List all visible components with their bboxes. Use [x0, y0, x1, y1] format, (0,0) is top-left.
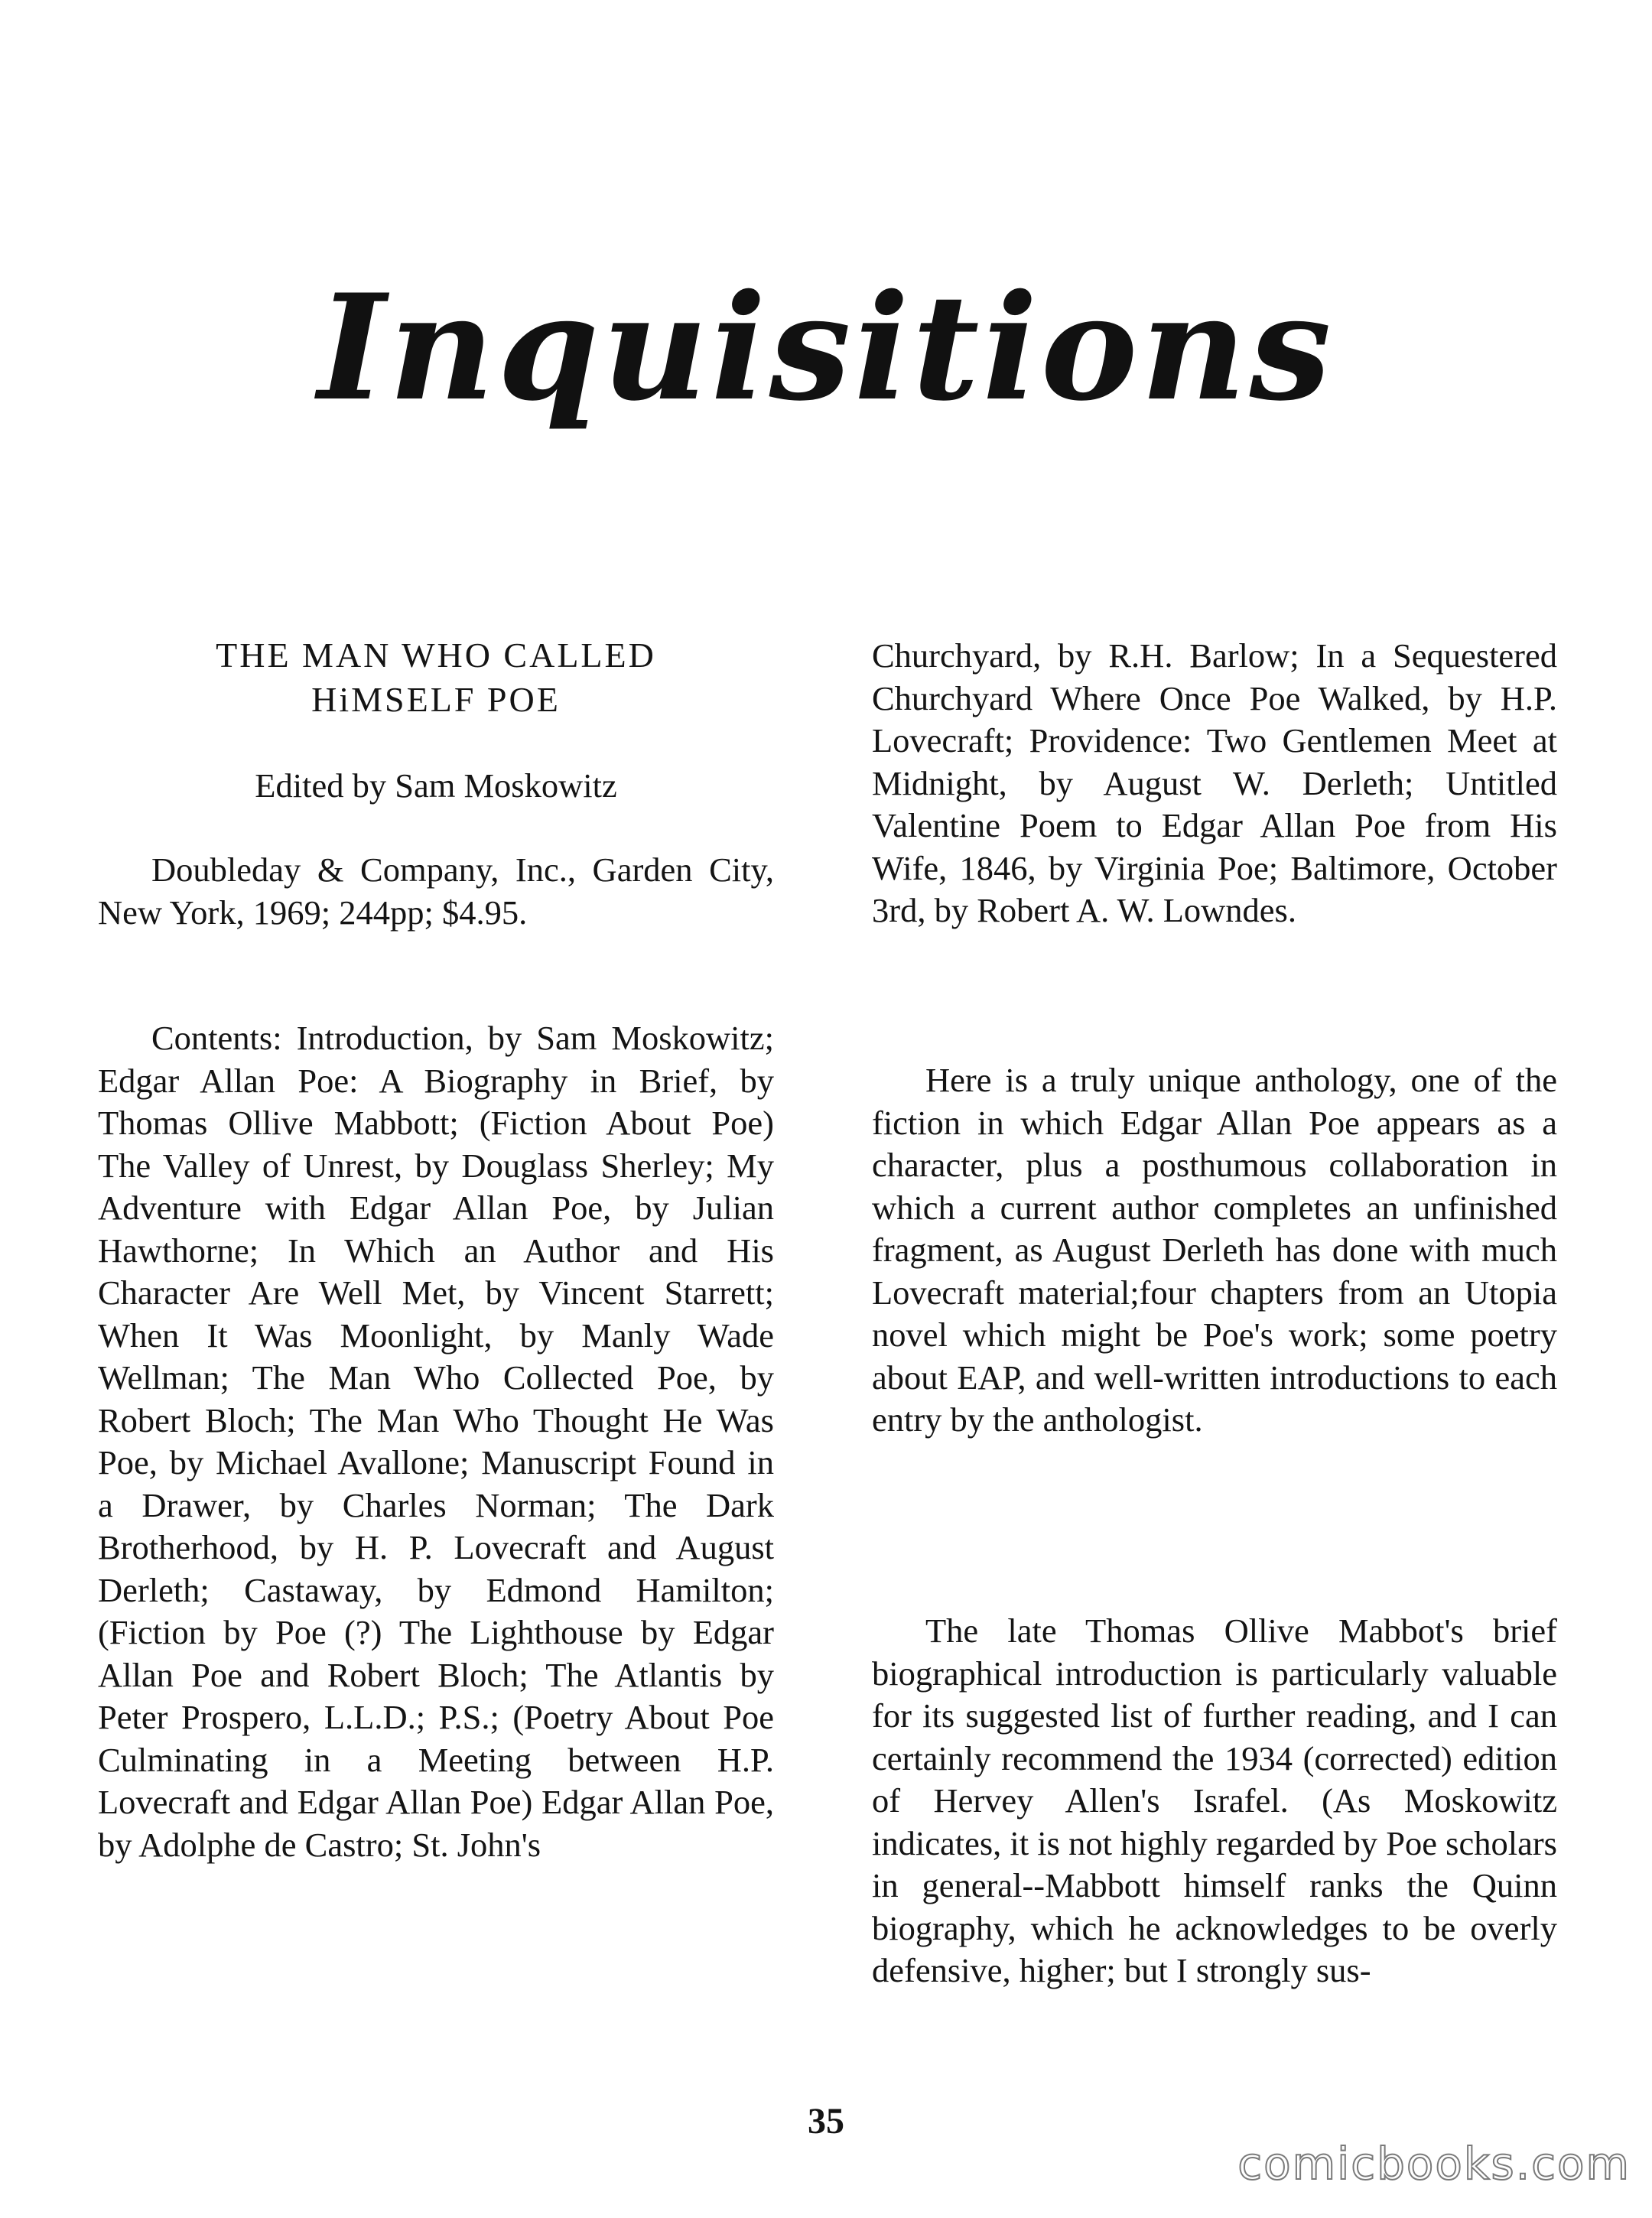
review-title-line-1: THE MAN WHO CALLED: [216, 636, 656, 675]
review-title-line-2: HiMSELF POE: [311, 680, 561, 719]
review-paragraph-1: Here is a truly unique anthology, one of the fiction in which Edgar Allan Poe appears as a character, plus a posthumous collaboration in which a current author completes an unfinished fragment, as August Derleth has done with much Lovecraft material;four chapters from an Utopia novel which might be Poe's work; some poetry about EAP, and well-written introductions to each entry by the anthologist.: [872, 1061, 1557, 1439]
contents-list: Contents: Introduction, by Sam Moskowitz; Edgar Allan Poe: A Biography in Brief, by Thomas Ollive Mabbott; (Fiction About Poe) The Valley of Unrest, by Douglass Sherley; My Adventure with Edgar Allan Poe, by Julian Hawthorne; In Which an Author and His Character Are Well Met, by Vincent Starrett; When It Was Moonlight, by Manly Wade Wellman; The Man Who Collected Poe, by Robert Bloch; The Man Who Thought He Was Poe, by Michael Avallone; Manuscript Found in a Drawer, by Charles Norman; The Dark Brotherhood, by H. P. Lovecraft and August Derleth; Castaway, by Edmond Hamilton; (Fiction by Poe (?) The Lighthouse by Edgar Allan Poe and Robert Bloch; The Atlantis by Peter Prospero, L.L.D.; P.S.; (Poetry About Poe Culminating in a Meeting between H.P. Lovecraft and Edgar Allan Poe) Edgar Allan Poe, by Adolphe de Castro; St. John's: [98, 1019, 774, 1864]
review-editor: Edited by Sam Moskowitz: [255, 766, 617, 805]
review-title: [98, 633, 774, 722]
review-paragraph-2: The late Thomas Ollive Mabbot's brief biographical introduction is particularly valuable for its suggested list of further reading, and I can certainly recommend the 1934 (corrected) edition of Hervey Allen's Israfel. (As Moskowitz indicates, it is not highly regarded by Poe scholars in general--Mabbott himself ranks the Quinn biography, which he acknowledges to be overly defensive, higher; but I strongly sus-: [872, 1611, 1557, 1989]
contents-list-continued: Churchyard, by R.H. Barlow; In a Sequestered Churchyard Where Once Poe Walked, by H.P. Lovecraft; Providence: Two Gentlemen Meet at Midnight, by August W. Derleth; Untitled Valentine Poem to Edgar Allan Poe from His Wife, 1846, by Virginia Poe; Baltimore, October 3rd, by Robert A. W. Lowndes.: [872, 636, 1557, 929]
page-number: 35: [808, 2101, 844, 2142]
watermark: comicbooks.com: [1237, 2138, 1631, 2190]
publication-info: Doubleday & Company, Inc., Garden City, New York, 1969; 244pp; $4.95.: [98, 850, 774, 932]
page-title: Inquisitions: [317, 262, 1335, 433]
